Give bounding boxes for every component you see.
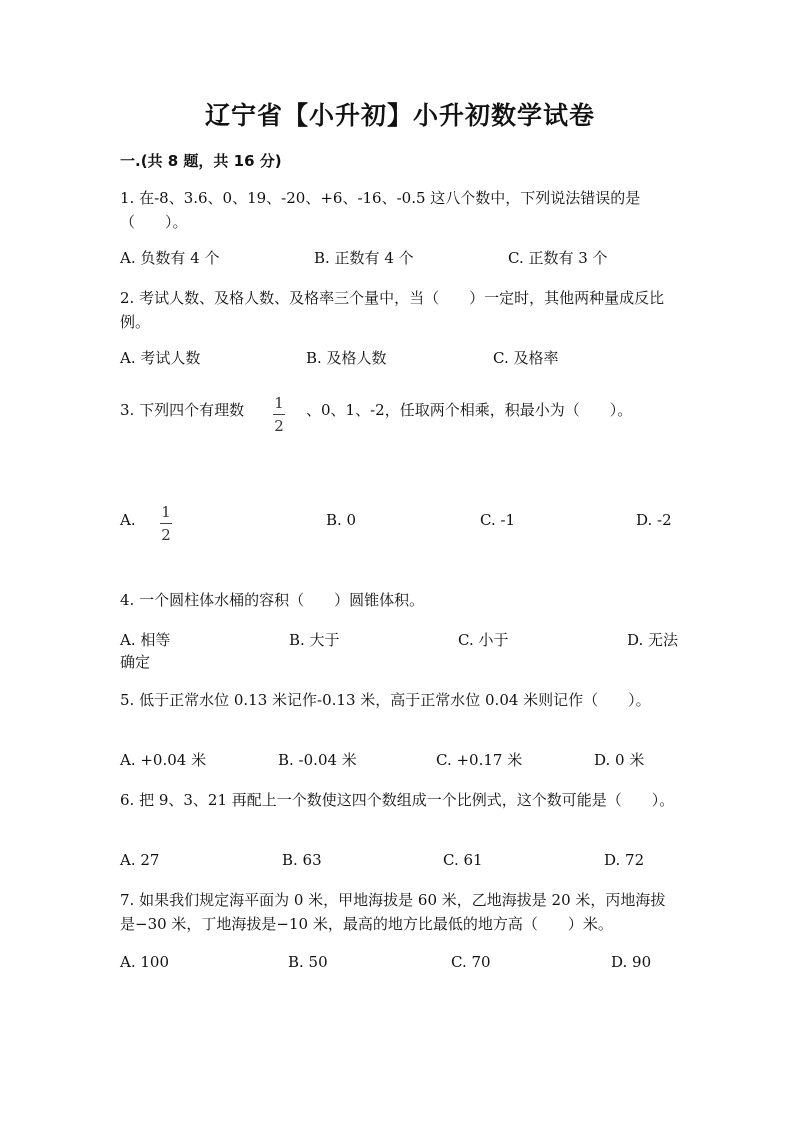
q5-option-a[interactable]: A. +0.04 米 bbox=[120, 751, 207, 769]
q3-option-d[interactable]: D. -2 bbox=[636, 511, 672, 529]
q4-option-c[interactable]: C. 小于 bbox=[458, 631, 509, 649]
question-7: 7. 如果我们规定海平面为 0 米，甲地海拔是 60 米，乙地海拔是 20 米，丙地海拔是−30 米，丁地海拔是−10 米，最高的地方比最低的地方高（ ）米。 bbox=[120, 891, 666, 933]
q3-option-a-denominator: 2 bbox=[161, 526, 171, 544]
q4-option-a[interactable]: A. 相等 bbox=[120, 631, 171, 649]
q3-fraction-numerator: 1 bbox=[274, 394, 284, 412]
q7-option-a[interactable]: A. 100 bbox=[120, 953, 169, 971]
q4-option-d-continued: 确定 bbox=[120, 653, 151, 671]
q4-option-d[interactable]: D. 无法 bbox=[627, 631, 679, 649]
question-3-suffix: 、0、1、-2，任取两个相乘，积最小为（ ）。 bbox=[306, 401, 633, 419]
q1-option-c[interactable]: C. 正数有 3 个 bbox=[508, 249, 608, 267]
q2-option-c[interactable]: C. 及格率 bbox=[493, 349, 559, 367]
q3-option-b[interactable]: B. 0 bbox=[326, 511, 357, 529]
q7-option-d[interactable]: D. 90 bbox=[611, 953, 652, 971]
q5-option-d[interactable]: D. 0 米 bbox=[594, 751, 645, 769]
q7-option-b[interactable]: B. 50 bbox=[288, 953, 328, 971]
q6-option-b[interactable]: B. 63 bbox=[282, 851, 322, 869]
question-5: 5. 低于正常水位 0.13 米记作-0.13 米，高于正常水位 0.04 米则记作（ ）。 bbox=[120, 691, 651, 709]
question-6: 6. 把 9、3、21 再配上一个数使这四个数组成一个比例式，这个数可能是（ ）。 bbox=[120, 791, 675, 809]
q3-option-a-fraction bbox=[160, 503, 172, 544]
q3-fraction-denominator: 2 bbox=[274, 417, 284, 435]
q6-option-a[interactable]: A. 27 bbox=[120, 851, 160, 869]
q1-option-b[interactable]: B. 正数有 4 个 bbox=[314, 249, 414, 267]
q1-option-a[interactable]: A. 负数有 4 个 bbox=[120, 249, 220, 267]
question-1: 1. 在-8、3.6、0、19、-20、+6、-16、-0.5 这八个数中，下列说法错误的是（ ）。 bbox=[120, 189, 641, 231]
fraction-bar bbox=[273, 414, 285, 415]
question-4: 4. 一个圆柱体水桶的容积（ ）圆锥体积。 bbox=[120, 591, 425, 609]
page-title: 辽宁省【小升初】小升初数学试卷 bbox=[204, 101, 595, 130]
question-3-prefix: 3. 下列四个有理数 bbox=[120, 401, 245, 419]
q3-option-a-numerator: 1 bbox=[161, 503, 171, 521]
q3-fraction bbox=[273, 394, 285, 435]
q7-option-c[interactable]: C. 70 bbox=[451, 953, 491, 971]
q5-option-b[interactable]: B. -0.04 米 bbox=[278, 751, 357, 769]
q6-option-c[interactable]: C. 61 bbox=[443, 851, 483, 869]
section-heading: 一.(共 8 题，共 16 分) bbox=[120, 152, 282, 170]
q3-option-a[interactable]: A. bbox=[120, 511, 136, 529]
q4-option-b[interactable]: B. 大于 bbox=[289, 631, 340, 649]
q2-option-b[interactable]: B. 及格人数 bbox=[306, 349, 387, 367]
q3-option-c[interactable]: C. -1 bbox=[480, 511, 516, 529]
question-2: 2. 考试人数、及格人数、及格率三个量中，当（ ）一定时，其他两种量成反比例。 bbox=[120, 289, 665, 331]
q2-option-a[interactable]: A. 考试人数 bbox=[120, 349, 201, 367]
q5-option-c[interactable]: C. +0.17 米 bbox=[436, 751, 523, 769]
fraction-bar bbox=[160, 523, 172, 524]
q6-option-d[interactable]: D. 72 bbox=[604, 851, 645, 869]
